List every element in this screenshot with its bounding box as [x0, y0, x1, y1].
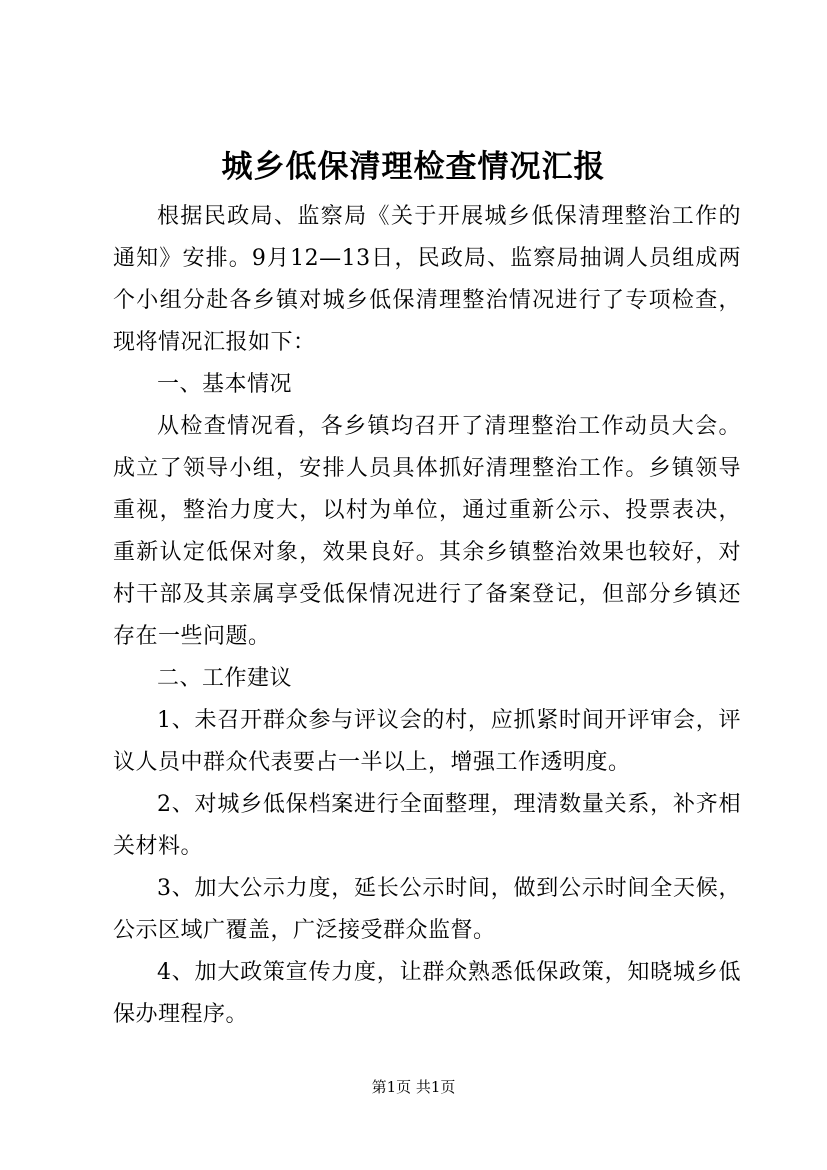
suggestion-item-4: 4、加大政策宣传力度，让群众熟悉低保政策，知晓城乡低保办理程序。	[113, 960, 741, 1027]
document-title: 城乡低保清理检查情况汇报	[221, 149, 606, 185]
basic-situation-paragraph: 从检查情况看，各乡镇均召开了清理整治工作动员大会。成立了领导小组，安排人员具体抓好清理整治工作。乡镇领导重视，整治力度大，以村为单位，通过重新公示、投票表决，重新认定低保对象，效果良好。其余乡镇整治效果也较好，对村干部及其亲属享受低保情况进行了备案登记，但部分乡镇还存在一些问题。	[113, 414, 741, 649]
suggestion-item-1: 1、未召开群众参与评议会的村，应抓紧时间开评审会，评议人员中群众代表要占一半以上，增强工作透明度。	[113, 708, 741, 775]
section-heading-work-suggestions: 二、工作建议	[157, 666, 293, 691]
suggestion-item-2: 2、对城乡低保档案进行全面整理，理清数量关系，补齐相关材料。	[113, 792, 741, 859]
document-body	[113, 196, 741, 1036]
intro-paragraph: 根据民政局、监察局《关于开展城乡低保清理整治工作的通知》安排。9月12—13日，民政局、监察局抽调人员组成两个小组分赴各乡镇对城乡低保清理整治情况进行了专项检查，现将情况汇报如下：	[113, 204, 741, 355]
page-number-footer: 第1页 共1页	[371, 1078, 456, 1096]
section-heading-basic-situation: 一、基本情况	[157, 372, 293, 397]
suggestion-item-3: 3、加大公示力度，延长公示时间，做到公示时间全天候，公示区域广覆盖，广泛接受群众监督。	[113, 876, 741, 943]
